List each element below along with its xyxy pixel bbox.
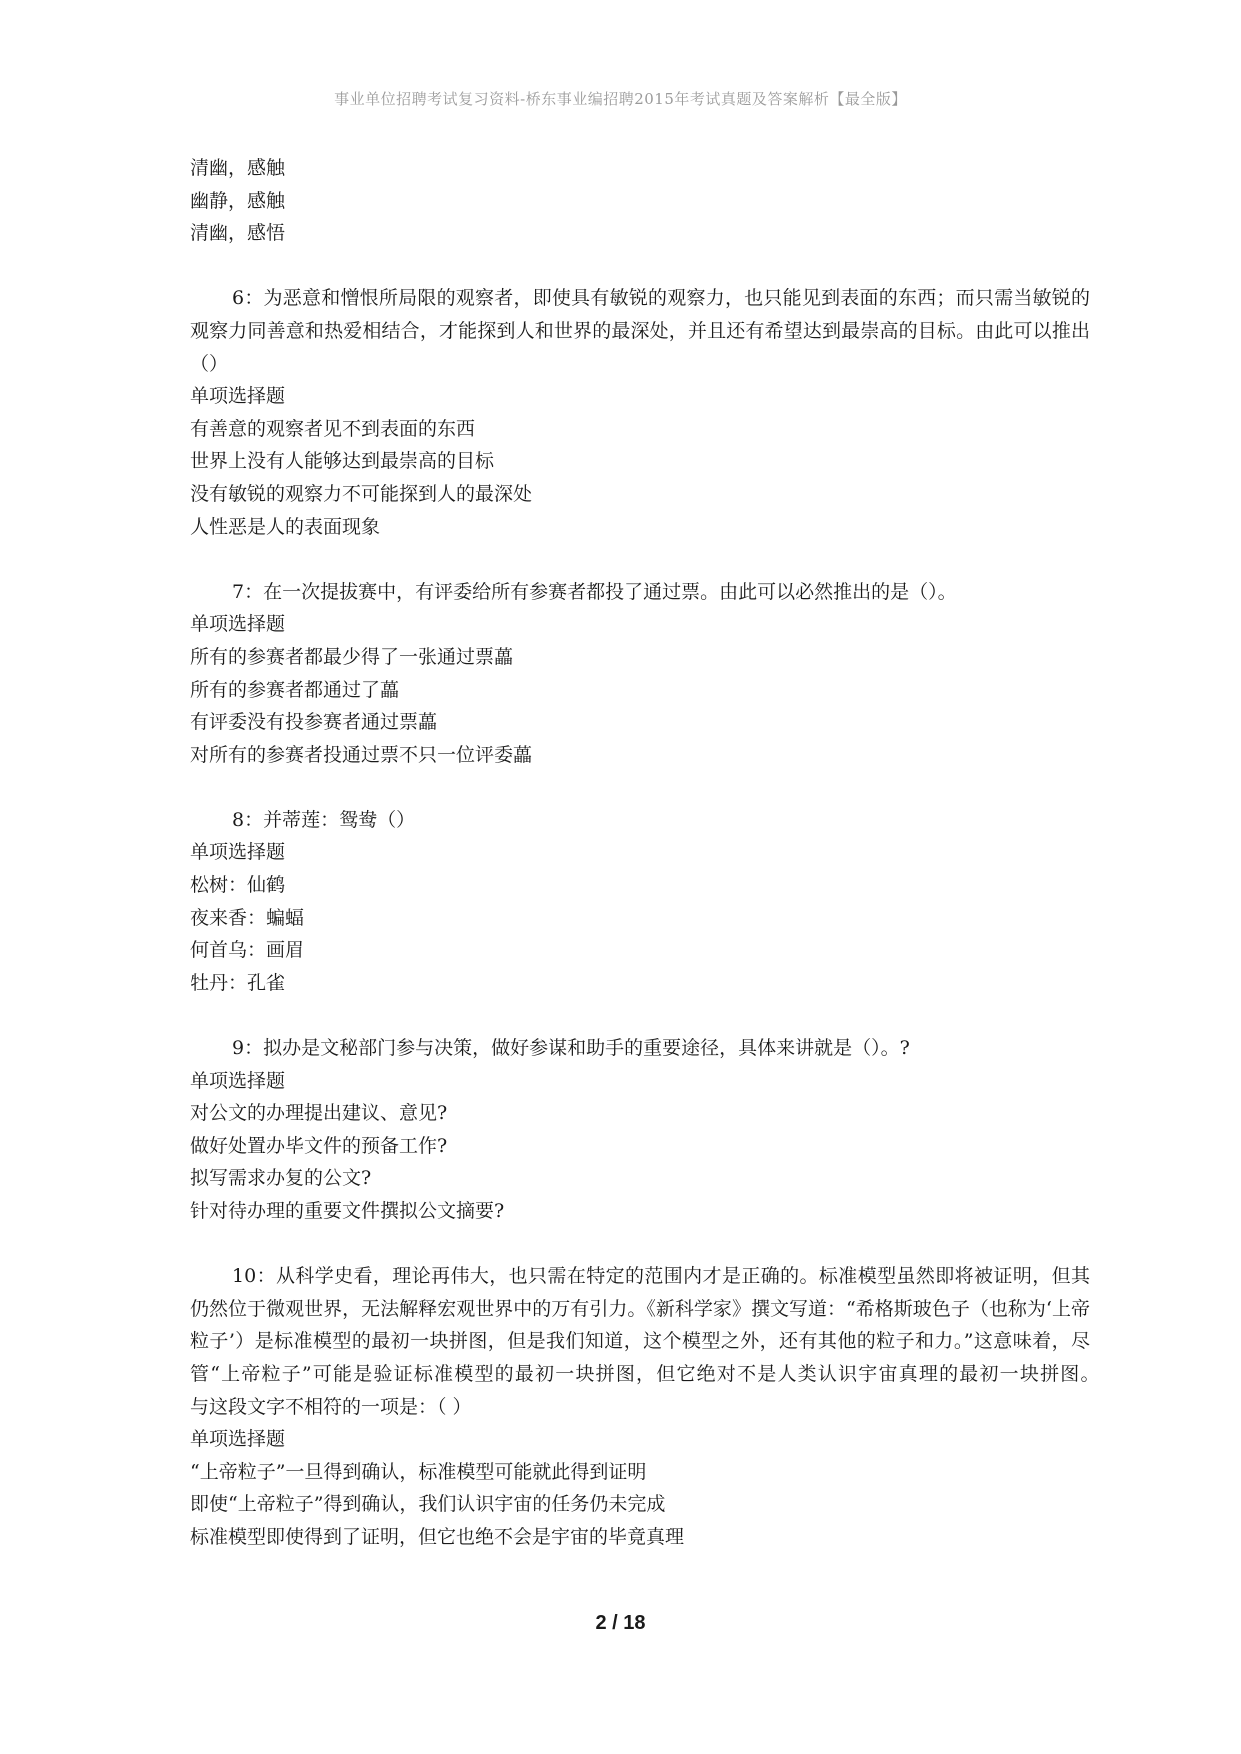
question-7 [190, 576, 1090, 772]
question-stem: 6：为恶意和憎恨所局限的观察者，即使具有敏锐的观察力，也只能见到表面的东西；而只需当敏锐的观察力同善意和热爱相结合，才能探到人和世界的最深处，并且还有希望达到最崇高的目标。由此可以推出（） [190, 287, 1090, 375]
question-type: 单项选择题 [190, 1428, 286, 1451]
option-line: 所有的参赛者都最少得了一张通过票藟 [190, 645, 514, 668]
document-header: 事业单位招聘考试复习资料-桥东事业编招聘2015年考试真题及答案解析【最全版】 [334, 90, 907, 108]
option-line: 人性恶是人的表面现象 [190, 515, 381, 538]
question-stem: 9：拟办是文秘部门参与决策，做好参谋和助手的重要途径，具体来讲就是（）。? [232, 1037, 910, 1060]
option-line: 牡丹：孔雀 [190, 971, 286, 994]
option-line: 世界上没有人能够达到最崇高的目标 [190, 450, 495, 473]
option-line: 清幽，感触 [190, 157, 286, 179]
question-stem: 10：从科学史看，理论再伟大，也只需在特定的范围内才是正确的。标准模型虽然即将被证明，但其仍然位于微观世界，无法解释宏观世界中的万有引力。《新科学家》撰文写道：“希格斯玻色子（也称为‘上帝粒子’）是标准模型的最初一块拼图，但是我们知道，这个模型之外，还有其他的粒子和力。”这意味着，尽管“上帝粒子”可能是验证标准模型的最初一块拼图，但它绝对不是人类认识宇宙真理的最初一块拼图。 与这段文字不相符的一项是：（ ） [190, 1265, 1129, 1418]
option-line: 标准模型即使得到了证明，但它也绝不会是宇宙的毕竟真理 [190, 1525, 685, 1548]
document-body [190, 152, 1129, 1554]
question-stem: 8：并蒂莲：鸳鸯（） [232, 808, 416, 831]
question-10 [190, 1260, 1129, 1553]
option-line: 所有的参赛者都通过了藟 [190, 678, 400, 701]
question-type: 单项选择题 [190, 613, 286, 636]
option-line: 清幽，感悟 [190, 222, 286, 245]
option-line: 拟写需求办复的公文? [190, 1167, 372, 1190]
option-line: 有评委没有投参赛者通过票藟 [190, 711, 438, 734]
option-line: 有善意的观察者见不到表面的东西 [190, 417, 476, 440]
option-line: 针对待办理的重要文件撰拟公文摘要? [190, 1200, 505, 1222]
page-number: 2 / 18 [595, 1612, 646, 1634]
option-line: 没有敏锐的观察力不可能探到人的最深处 [190, 482, 533, 505]
question-type: 单项选择题 [190, 1069, 286, 1092]
option-line: 松树：仙鹤 [190, 874, 286, 897]
option-line: 即使“上帝粒子”得到确认，我们认识宇宙的任务仍未完成 [190, 1493, 666, 1516]
option-line: 对公文的办理提出建议、意见? [190, 1102, 448, 1125]
option-line: 做好处置办毕文件的预备工作? [190, 1134, 448, 1157]
option-line: 夜来香：蝙蝠 [190, 906, 305, 929]
option-line: 幽静，感触 [190, 189, 286, 212]
question-type: 单项选择题 [190, 841, 286, 864]
option-line: “上帝粒子”一旦得到确认，标准模型可能就此得到证明 [190, 1460, 647, 1483]
option-line: 对所有的参赛者投通过票不只一位评委藟 [190, 743, 533, 766]
question-stem: 7：在一次提拔赛中，有评委给所有参赛者都投了通过票。由此可以必然推出的是（）。 [232, 580, 957, 603]
question-9 [190, 1032, 1090, 1228]
question-type: 单项选择题 [190, 385, 286, 408]
question-8 [190, 804, 1090, 1000]
option-line: 何首乌：画眉 [190, 939, 305, 962]
question-6 [190, 282, 1090, 543]
